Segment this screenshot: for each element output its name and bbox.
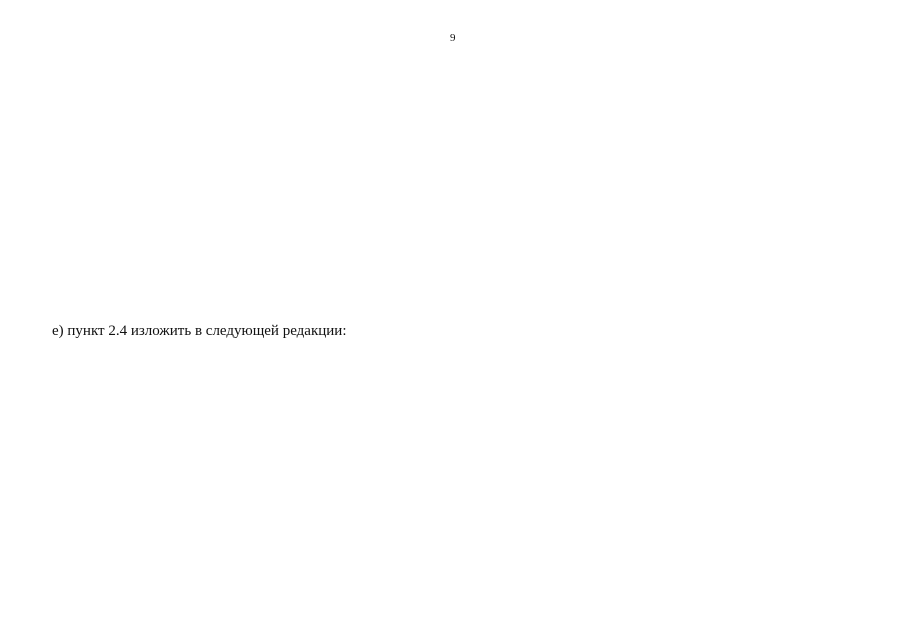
page-number: 9 bbox=[450, 32, 456, 44]
amendment-heading: е) пункт 2.4 изложить в следующей редакции: bbox=[52, 323, 347, 339]
